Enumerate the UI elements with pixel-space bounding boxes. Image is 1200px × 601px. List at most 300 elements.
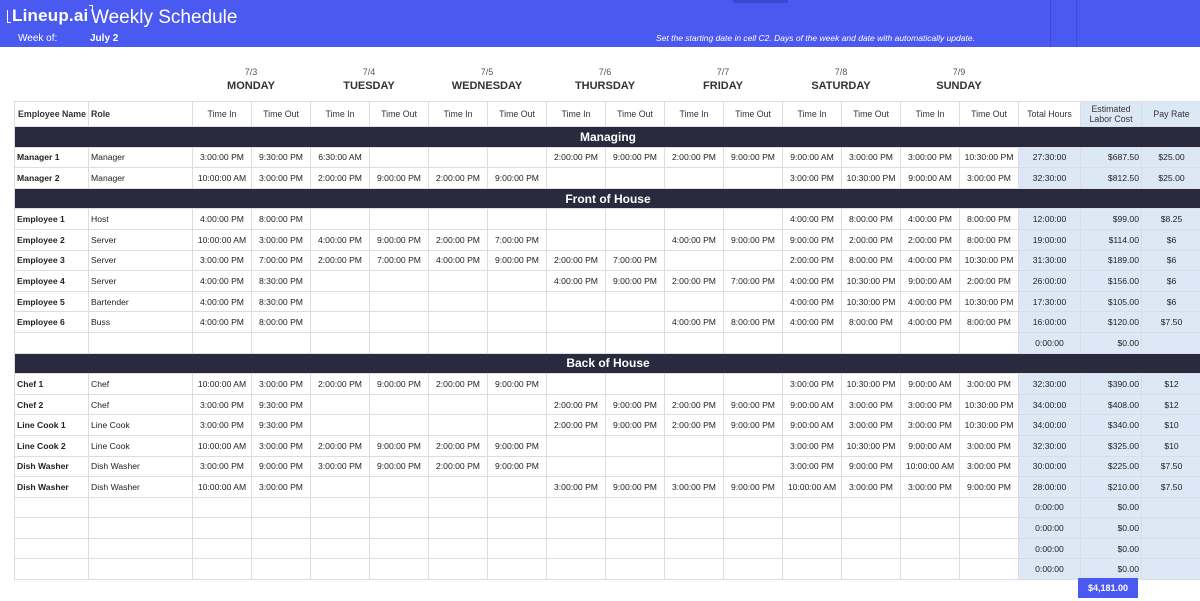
time-in-cell[interactable] xyxy=(429,559,488,580)
time-in-cell[interactable] xyxy=(547,332,606,353)
time-in-cell[interactable] xyxy=(193,518,252,539)
time-in-cell[interactable] xyxy=(783,332,842,353)
time-out-cell[interactable]: 10:30:00 PM xyxy=(842,271,901,292)
time-in-cell[interactable]: 3:00:00 PM xyxy=(901,477,960,498)
time-in-cell[interactable] xyxy=(665,538,724,559)
time-out-cell[interactable]: 3:00:00 PM xyxy=(842,147,901,168)
time-in-cell[interactable]: 4:00:00 PM xyxy=(901,250,960,271)
time-in-cell[interactable]: 10:00:00 AM xyxy=(193,435,252,456)
time-out-cell[interactable] xyxy=(960,538,1019,559)
employee-name-cell[interactable] xyxy=(15,538,89,559)
time-out-cell[interactable] xyxy=(606,497,665,518)
time-in-cell[interactable] xyxy=(429,394,488,415)
time-in-cell[interactable]: 4:00:00 PM xyxy=(901,291,960,312)
time-in-cell[interactable] xyxy=(311,209,370,230)
role-cell[interactable]: Buss xyxy=(89,312,193,333)
time-out-cell[interactable] xyxy=(724,332,783,353)
pay-rate-cell[interactable]: $7.50 xyxy=(1142,477,1200,498)
time-in-cell[interactable] xyxy=(665,332,724,353)
time-in-cell[interactable]: 2:00:00 PM xyxy=(547,394,606,415)
pay-rate-cell[interactable]: $7.50 xyxy=(1142,312,1200,333)
time-in-cell[interactable]: 2:00:00 PM xyxy=(901,229,960,250)
role-cell[interactable] xyxy=(89,518,193,539)
time-in-cell[interactable] xyxy=(311,291,370,312)
pay-rate-cell[interactable]: $12 xyxy=(1142,394,1200,415)
time-in-cell[interactable]: 2:00:00 PM xyxy=(665,394,724,415)
time-in-cell[interactable]: 4:00:00 PM xyxy=(665,229,724,250)
time-in-cell[interactable] xyxy=(547,312,606,333)
pay-rate-cell[interactable] xyxy=(1142,497,1200,518)
time-in-cell[interactable] xyxy=(311,415,370,436)
time-in-cell[interactable]: 4:00:00 PM xyxy=(193,312,252,333)
time-in-cell[interactable] xyxy=(547,497,606,518)
time-in-cell[interactable] xyxy=(665,291,724,312)
time-out-cell[interactable] xyxy=(606,332,665,353)
pay-rate-cell[interactable]: $12 xyxy=(1142,374,1200,395)
time-out-cell[interactable] xyxy=(252,332,311,353)
time-in-cell[interactable] xyxy=(901,538,960,559)
time-out-cell[interactable] xyxy=(724,291,783,312)
role-cell[interactable]: Server xyxy=(89,271,193,292)
time-in-cell[interactable]: 4:00:00 PM xyxy=(193,291,252,312)
role-cell[interactable]: Manager xyxy=(89,168,193,189)
time-in-cell[interactable]: 4:00:00 PM xyxy=(783,209,842,230)
time-out-cell[interactable]: 9:00:00 PM xyxy=(606,394,665,415)
time-in-cell[interactable] xyxy=(311,477,370,498)
time-out-cell[interactable] xyxy=(724,518,783,539)
employee-name-cell[interactable] xyxy=(15,497,89,518)
week-of-value[interactable]: July 2 xyxy=(90,33,119,44)
time-out-cell[interactable]: 10:30:00 PM xyxy=(842,291,901,312)
time-out-cell[interactable] xyxy=(252,497,311,518)
employee-name-cell[interactable] xyxy=(15,332,89,353)
time-in-cell[interactable] xyxy=(547,168,606,189)
time-in-cell[interactable] xyxy=(783,538,842,559)
time-out-cell[interactable] xyxy=(842,497,901,518)
employee-name-cell[interactable]: Employee 4 xyxy=(15,271,89,292)
time-out-cell[interactable] xyxy=(960,332,1019,353)
time-out-cell[interactable] xyxy=(488,291,547,312)
time-out-cell[interactable]: 9:00:00 PM xyxy=(606,147,665,168)
role-cell[interactable]: Server xyxy=(89,229,193,250)
time-out-cell[interactable] xyxy=(370,209,429,230)
time-in-cell[interactable] xyxy=(429,291,488,312)
time-in-cell[interactable]: 9:00:00 AM xyxy=(901,435,960,456)
time-out-cell[interactable] xyxy=(724,456,783,477)
time-out-cell[interactable] xyxy=(606,209,665,230)
time-in-cell[interactable]: 3:00:00 PM xyxy=(193,250,252,271)
role-cell[interactable]: Server xyxy=(89,250,193,271)
time-out-cell[interactable] xyxy=(488,497,547,518)
time-in-cell[interactable] xyxy=(429,538,488,559)
pay-rate-cell[interactable]: $10 xyxy=(1142,415,1200,436)
time-in-cell[interactable] xyxy=(547,518,606,539)
time-out-cell[interactable]: 9:00:00 PM xyxy=(606,477,665,498)
time-in-cell[interactable] xyxy=(311,271,370,292)
time-out-cell[interactable] xyxy=(842,559,901,580)
time-out-cell[interactable]: 3:00:00 PM xyxy=(960,374,1019,395)
time-in-cell[interactable] xyxy=(311,332,370,353)
time-in-cell[interactable] xyxy=(665,374,724,395)
employee-name-cell[interactable]: Employee 2 xyxy=(15,229,89,250)
time-in-cell[interactable] xyxy=(429,209,488,230)
time-in-cell[interactable] xyxy=(429,332,488,353)
time-in-cell[interactable] xyxy=(665,250,724,271)
time-in-cell[interactable] xyxy=(665,559,724,580)
time-out-cell[interactable] xyxy=(252,559,311,580)
time-in-cell[interactable] xyxy=(311,559,370,580)
time-out-cell[interactable] xyxy=(724,374,783,395)
pay-rate-cell[interactable]: $6 xyxy=(1142,271,1200,292)
time-in-cell[interactable]: 4:00:00 PM xyxy=(901,312,960,333)
role-cell[interactable]: Host xyxy=(89,209,193,230)
time-out-cell[interactable] xyxy=(842,518,901,539)
time-in-cell[interactable] xyxy=(547,374,606,395)
time-out-cell[interactable]: 2:00:00 PM xyxy=(960,271,1019,292)
time-in-cell[interactable]: 9:00:00 AM xyxy=(901,271,960,292)
time-in-cell[interactable] xyxy=(311,312,370,333)
role-cell[interactable] xyxy=(89,559,193,580)
time-in-cell[interactable]: 2:00:00 PM xyxy=(547,415,606,436)
time-in-cell[interactable]: 2:00:00 PM xyxy=(547,250,606,271)
time-in-cell[interactable] xyxy=(429,312,488,333)
time-in-cell[interactable] xyxy=(429,147,488,168)
time-out-cell[interactable] xyxy=(370,271,429,292)
time-out-cell[interactable] xyxy=(488,538,547,559)
time-in-cell[interactable] xyxy=(547,538,606,559)
time-out-cell[interactable]: 10:30:00 PM xyxy=(960,394,1019,415)
time-in-cell[interactable]: 3:00:00 PM xyxy=(901,147,960,168)
pay-rate-cell[interactable]: $6 xyxy=(1142,250,1200,271)
time-in-cell[interactable]: 3:00:00 PM xyxy=(783,374,842,395)
time-out-cell[interactable]: 7:00:00 PM xyxy=(488,229,547,250)
time-in-cell[interactable]: 10:00:00 AM xyxy=(193,374,252,395)
pay-rate-cell[interactable] xyxy=(1142,518,1200,539)
time-out-cell[interactable]: 8:00:00 PM xyxy=(960,312,1019,333)
time-in-cell[interactable]: 4:00:00 PM xyxy=(783,312,842,333)
time-out-cell[interactable]: 9:00:00 PM xyxy=(370,456,429,477)
time-in-cell[interactable]: 3:00:00 PM xyxy=(193,415,252,436)
time-out-cell[interactable] xyxy=(606,374,665,395)
time-in-cell[interactable] xyxy=(901,518,960,539)
time-out-cell[interactable] xyxy=(370,477,429,498)
time-out-cell[interactable] xyxy=(724,435,783,456)
time-in-cell[interactable]: 10:00:00 AM xyxy=(193,229,252,250)
time-out-cell[interactable]: 7:00:00 PM xyxy=(724,271,783,292)
time-out-cell[interactable] xyxy=(488,477,547,498)
time-out-cell[interactable]: 9:00:00 PM xyxy=(606,415,665,436)
time-out-cell[interactable] xyxy=(370,332,429,353)
time-in-cell[interactable] xyxy=(193,332,252,353)
time-in-cell[interactable] xyxy=(665,209,724,230)
time-out-cell[interactable] xyxy=(724,209,783,230)
time-in-cell[interactable] xyxy=(429,477,488,498)
time-out-cell[interactable] xyxy=(606,168,665,189)
time-in-cell[interactable]: 3:00:00 PM xyxy=(193,394,252,415)
time-out-cell[interactable]: 3:00:00 PM xyxy=(252,229,311,250)
time-in-cell[interactable]: 9:00:00 AM xyxy=(783,394,842,415)
grand-total-cost[interactable]: $4,181.00 xyxy=(1078,578,1138,598)
employee-name-cell[interactable]: Employee 6 xyxy=(15,312,89,333)
time-in-cell[interactable]: 2:00:00 PM xyxy=(665,415,724,436)
time-out-cell[interactable]: 8:00:00 PM xyxy=(960,229,1019,250)
time-out-cell[interactable] xyxy=(370,147,429,168)
role-cell[interactable]: Bartender xyxy=(89,291,193,312)
time-out-cell[interactable]: 8:00:00 PM xyxy=(252,209,311,230)
time-in-cell[interactable] xyxy=(665,435,724,456)
time-in-cell[interactable] xyxy=(901,332,960,353)
time-out-cell[interactable]: 7:00:00 PM xyxy=(606,250,665,271)
time-out-cell[interactable] xyxy=(488,518,547,539)
pay-rate-cell[interactable] xyxy=(1142,559,1200,580)
employee-name-cell[interactable]: Line Cook 1 xyxy=(15,415,89,436)
time-out-cell[interactable]: 7:00:00 PM xyxy=(370,250,429,271)
pay-rate-cell[interactable]: $25.00 xyxy=(1142,147,1200,168)
time-in-cell[interactable]: 3:00:00 PM xyxy=(665,477,724,498)
time-out-cell[interactable]: 2:00:00 PM xyxy=(842,229,901,250)
time-out-cell[interactable] xyxy=(960,559,1019,580)
employee-name-cell[interactable]: Chef 1 xyxy=(15,374,89,395)
time-in-cell[interactable]: 9:00:00 AM xyxy=(783,147,842,168)
time-in-cell[interactable]: 10:00:00 AM xyxy=(193,477,252,498)
time-in-cell[interactable]: 2:00:00 PM xyxy=(783,250,842,271)
time-in-cell[interactable] xyxy=(547,291,606,312)
employee-name-cell[interactable]: Employee 5 xyxy=(15,291,89,312)
time-in-cell[interactable]: 3:00:00 PM xyxy=(901,394,960,415)
time-out-cell[interactable]: 9:00:00 PM xyxy=(488,168,547,189)
time-out-cell[interactable] xyxy=(252,518,311,539)
time-out-cell[interactable]: 9:00:00 PM xyxy=(488,435,547,456)
time-out-cell[interactable] xyxy=(488,147,547,168)
time-in-cell[interactable]: 4:00:00 PM xyxy=(783,271,842,292)
pay-rate-cell[interactable]: $25.00 xyxy=(1142,168,1200,189)
time-out-cell[interactable]: 3:00:00 PM xyxy=(252,374,311,395)
pay-rate-cell[interactable]: $6 xyxy=(1142,229,1200,250)
time-out-cell[interactable] xyxy=(370,415,429,436)
time-out-cell[interactable] xyxy=(488,332,547,353)
employee-name-cell[interactable]: Employee 1 xyxy=(15,209,89,230)
time-out-cell[interactable] xyxy=(724,250,783,271)
time-out-cell[interactable]: 9:00:00 PM xyxy=(488,250,547,271)
time-out-cell[interactable] xyxy=(370,291,429,312)
time-out-cell[interactable]: 8:00:00 PM xyxy=(724,312,783,333)
time-in-cell[interactable]: 2:00:00 PM xyxy=(429,435,488,456)
time-in-cell[interactable]: 3:00:00 PM xyxy=(783,168,842,189)
time-in-cell[interactable] xyxy=(311,497,370,518)
time-out-cell[interactable] xyxy=(488,394,547,415)
time-out-cell[interactable]: 3:00:00 PM xyxy=(842,415,901,436)
time-in-cell[interactable]: 9:00:00 AM xyxy=(783,415,842,436)
time-in-cell[interactable] xyxy=(547,456,606,477)
time-out-cell[interactable] xyxy=(252,538,311,559)
time-out-cell[interactable]: 9:00:00 PM xyxy=(724,147,783,168)
time-in-cell[interactable]: 10:00:00 AM xyxy=(901,456,960,477)
time-out-cell[interactable]: 9:00:00 PM xyxy=(488,456,547,477)
time-in-cell[interactable]: 3:00:00 PM xyxy=(901,415,960,436)
time-out-cell[interactable]: 8:30:00 PM xyxy=(252,291,311,312)
time-in-cell[interactable] xyxy=(901,559,960,580)
time-out-cell[interactable]: 9:00:00 PM xyxy=(724,477,783,498)
time-out-cell[interactable]: 9:00:00 PM xyxy=(370,374,429,395)
time-out-cell[interactable]: 3:00:00 PM xyxy=(252,168,311,189)
role-cell[interactable]: Chef xyxy=(89,394,193,415)
employee-name-cell[interactable]: Line Cook 2 xyxy=(15,435,89,456)
time-in-cell[interactable]: 3:00:00 PM xyxy=(193,456,252,477)
time-in-cell[interactable]: 2:00:00 PM xyxy=(311,435,370,456)
time-out-cell[interactable] xyxy=(842,538,901,559)
time-out-cell[interactable]: 10:30:00 PM xyxy=(960,250,1019,271)
time-out-cell[interactable]: 9:30:00 PM xyxy=(252,147,311,168)
time-out-cell[interactable] xyxy=(842,332,901,353)
time-out-cell[interactable]: 9:00:00 PM xyxy=(370,229,429,250)
time-in-cell[interactable]: 4:00:00 PM xyxy=(311,229,370,250)
time-in-cell[interactable] xyxy=(665,497,724,518)
time-out-cell[interactable]: 8:00:00 PM xyxy=(842,250,901,271)
employee-name-cell[interactable]: Manager 2 xyxy=(15,168,89,189)
time-in-cell[interactable] xyxy=(193,559,252,580)
time-out-cell[interactable]: 9:00:00 PM xyxy=(724,394,783,415)
time-out-cell[interactable] xyxy=(488,415,547,436)
time-out-cell[interactable] xyxy=(960,497,1019,518)
time-in-cell[interactable] xyxy=(547,559,606,580)
employee-name-cell[interactable]: Manager 1 xyxy=(15,147,89,168)
time-out-cell[interactable]: 8:00:00 PM xyxy=(960,209,1019,230)
employee-name-cell[interactable]: Chef 2 xyxy=(15,394,89,415)
time-out-cell[interactable]: 9:30:00 PM xyxy=(252,394,311,415)
time-in-cell[interactable] xyxy=(311,518,370,539)
time-out-cell[interactable] xyxy=(606,435,665,456)
time-out-cell[interactable]: 9:00:00 PM xyxy=(724,229,783,250)
time-out-cell[interactable]: 9:00:00 PM xyxy=(370,435,429,456)
time-in-cell[interactable] xyxy=(311,394,370,415)
time-in-cell[interactable] xyxy=(429,518,488,539)
time-in-cell[interactable]: 2:00:00 PM xyxy=(311,374,370,395)
role-cell[interactable]: Line Cook xyxy=(89,415,193,436)
time-out-cell[interactable]: 8:30:00 PM xyxy=(252,271,311,292)
time-out-cell[interactable] xyxy=(606,312,665,333)
time-in-cell[interactable] xyxy=(547,209,606,230)
time-out-cell[interactable]: 9:00:00 PM xyxy=(370,168,429,189)
time-in-cell[interactable] xyxy=(783,559,842,580)
time-out-cell[interactable]: 10:30:00 PM xyxy=(842,435,901,456)
role-cell[interactable]: Line Cook xyxy=(89,435,193,456)
time-in-cell[interactable] xyxy=(193,538,252,559)
time-out-cell[interactable]: 10:30:00 PM xyxy=(842,374,901,395)
employee-name-cell[interactable]: Dish Washer xyxy=(15,477,89,498)
time-in-cell[interactable]: 2:00:00 PM xyxy=(311,168,370,189)
employee-name-cell[interactable]: Dish Washer xyxy=(15,456,89,477)
time-in-cell[interactable]: 2:00:00 PM xyxy=(665,271,724,292)
time-in-cell[interactable]: 10:00:00 AM xyxy=(193,168,252,189)
pay-rate-cell[interactable]: $7.50 xyxy=(1142,456,1200,477)
time-in-cell[interactable]: 10:00:00 AM xyxy=(783,477,842,498)
time-in-cell[interactable] xyxy=(429,415,488,436)
time-in-cell[interactable] xyxy=(547,435,606,456)
time-in-cell[interactable] xyxy=(665,168,724,189)
time-in-cell[interactable] xyxy=(901,497,960,518)
pay-rate-cell[interactable]: $8.25 xyxy=(1142,209,1200,230)
time-out-cell[interactable]: 3:00:00 PM xyxy=(960,456,1019,477)
role-cell[interactable]: Dish Washer xyxy=(89,456,193,477)
time-out-cell[interactable] xyxy=(724,497,783,518)
role-cell[interactable] xyxy=(89,497,193,518)
time-out-cell[interactable] xyxy=(606,229,665,250)
time-out-cell[interactable] xyxy=(488,209,547,230)
role-cell[interactable]: Chef xyxy=(89,374,193,395)
time-out-cell[interactable]: 9:00:00 PM xyxy=(252,456,311,477)
time-out-cell[interactable] xyxy=(488,559,547,580)
time-out-cell[interactable] xyxy=(488,271,547,292)
time-out-cell[interactable] xyxy=(370,559,429,580)
time-out-cell[interactable]: 3:00:00 PM xyxy=(252,435,311,456)
time-in-cell[interactable]: 2:00:00 PM xyxy=(429,456,488,477)
employee-name-cell[interactable] xyxy=(15,559,89,580)
time-in-cell[interactable] xyxy=(665,456,724,477)
time-in-cell[interactable]: 3:00:00 PM xyxy=(783,435,842,456)
time-out-cell[interactable] xyxy=(370,518,429,539)
time-out-cell[interactable]: 8:00:00 PM xyxy=(842,312,901,333)
time-in-cell[interactable]: 4:00:00 PM xyxy=(901,209,960,230)
role-cell[interactable]: Manager xyxy=(89,147,193,168)
time-out-cell[interactable] xyxy=(606,291,665,312)
time-in-cell[interactable] xyxy=(193,497,252,518)
time-in-cell[interactable]: 9:00:00 AM xyxy=(901,168,960,189)
time-out-cell[interactable] xyxy=(606,538,665,559)
time-in-cell[interactable] xyxy=(429,271,488,292)
time-out-cell[interactable]: 3:00:00 PM xyxy=(252,477,311,498)
employee-name-cell[interactable] xyxy=(15,518,89,539)
pay-rate-cell[interactable]: $10 xyxy=(1142,435,1200,456)
time-in-cell[interactable]: 4:00:00 PM xyxy=(429,250,488,271)
time-in-cell[interactable] xyxy=(783,497,842,518)
time-out-cell[interactable]: 3:00:00 PM xyxy=(842,394,901,415)
time-out-cell[interactable]: 10:30:00 PM xyxy=(960,291,1019,312)
time-in-cell[interactable]: 4:00:00 PM xyxy=(193,271,252,292)
time-out-cell[interactable]: 10:30:00 PM xyxy=(960,147,1019,168)
time-in-cell[interactable]: 2:00:00 PM xyxy=(429,229,488,250)
time-in-cell[interactable]: 2:00:00 PM xyxy=(429,168,488,189)
time-out-cell[interactable] xyxy=(724,168,783,189)
time-out-cell[interactable] xyxy=(606,518,665,539)
time-out-cell[interactable]: 3:00:00 PM xyxy=(960,168,1019,189)
time-in-cell[interactable] xyxy=(665,518,724,539)
time-out-cell[interactable]: 8:00:00 PM xyxy=(842,209,901,230)
time-out-cell[interactable] xyxy=(370,538,429,559)
time-in-cell[interactable]: 2:00:00 PM xyxy=(665,147,724,168)
time-out-cell[interactable]: 10:30:00 PM xyxy=(960,415,1019,436)
time-in-cell[interactable] xyxy=(547,229,606,250)
time-in-cell[interactable] xyxy=(311,538,370,559)
time-out-cell[interactable]: 3:00:00 PM xyxy=(960,435,1019,456)
time-out-cell[interactable]: 9:00:00 PM xyxy=(488,374,547,395)
role-cell[interactable]: Dish Washer xyxy=(89,477,193,498)
pay-rate-cell[interactable] xyxy=(1142,332,1200,353)
time-out-cell[interactable] xyxy=(488,312,547,333)
time-out-cell[interactable]: 9:30:00 PM xyxy=(252,415,311,436)
time-out-cell[interactable] xyxy=(724,559,783,580)
time-out-cell[interactable] xyxy=(370,312,429,333)
time-out-cell[interactable]: 8:00:00 PM xyxy=(252,312,311,333)
time-out-cell[interactable] xyxy=(370,394,429,415)
time-in-cell[interactable]: 2:00:00 PM xyxy=(311,250,370,271)
role-cell[interactable] xyxy=(89,538,193,559)
time-out-cell[interactable] xyxy=(370,497,429,518)
time-in-cell[interactable]: 3:00:00 PM xyxy=(547,477,606,498)
time-in-cell[interactable]: 4:00:00 PM xyxy=(665,312,724,333)
time-in-cell[interactable] xyxy=(783,518,842,539)
time-in-cell[interactable]: 3:00:00 PM xyxy=(783,456,842,477)
time-out-cell[interactable] xyxy=(960,518,1019,539)
